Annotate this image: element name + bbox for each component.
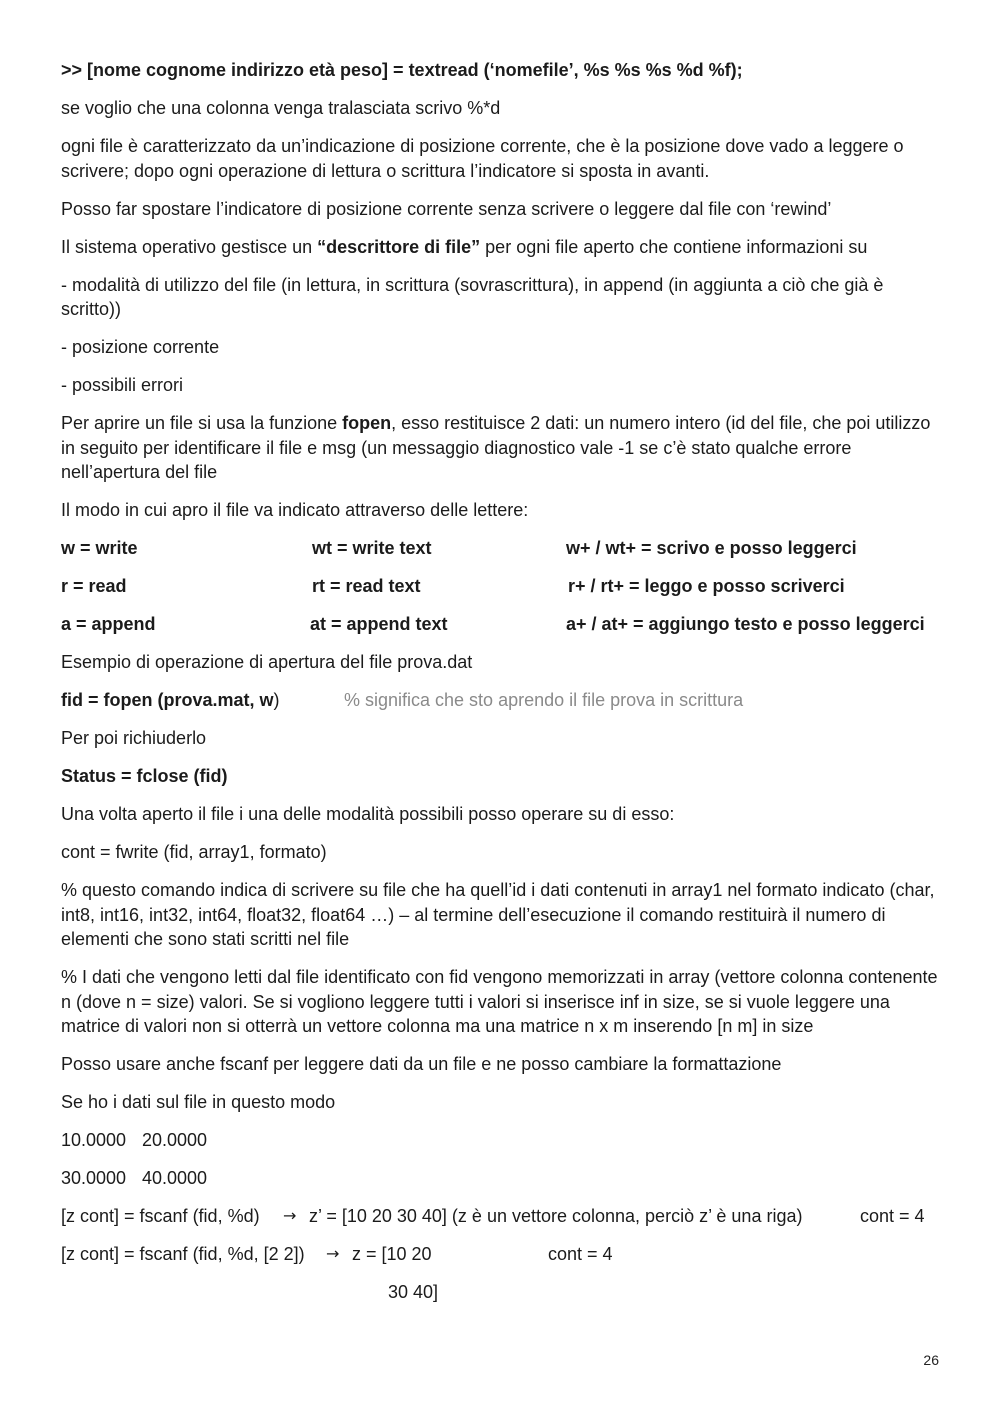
mode-cell: w+ / wt+ = scrivo e posso leggerci	[566, 538, 857, 558]
mode-cell: wt = write text	[312, 538, 432, 558]
list-item: - posizione corrente	[61, 337, 220, 357]
mode-row	[61, 536, 941, 561]
code: 30 40]	[388, 1282, 439, 1302]
comment: % significa che sto aprendo il file prova in scrittura	[344, 690, 744, 710]
paragraph: % questo comando indica di scrivere su file che ha quell’id i dati contenuti in array1 nel formato indicato (char, int8, int16, int32, int64, float32, float64 …) – al termine dell’esecuzione il comando restituirà il numero di elementi che sono stati scritti nel file	[61, 880, 935, 949]
bold-term: “descrittore di file”	[317, 236, 481, 257]
data-row	[61, 1128, 941, 1153]
fscanf-example	[61, 1242, 941, 1267]
paragraph: Esempio di operazione di apertura del file prova.dat	[61, 652, 473, 672]
matrix-row	[61, 1280, 941, 1305]
code: [z cont] = fscanf (fid, %d, [2 2])	[61, 1244, 305, 1264]
paragraph: % I dati che vengono letti dal file identificato con fid vengono memorizzati in array (vettore colonna contenente n (dove n = size) valori. Se si vogliono leggere tutti i valori si inserisce inf in size, se si vuole leggere una matrice di valori non si otterrà un vettore colonna ma una matrice n x m inserendo [n m] in size	[61, 967, 938, 1036]
bold-term: fopen	[342, 413, 392, 433]
paragraph: Una volta aperto il file i una delle modalità possibili posso operare su di esso:	[61, 804, 675, 824]
text: Il sistema operativo gestisce un	[61, 236, 318, 257]
arrow-right-icon: →	[283, 1206, 297, 1225]
code: [z cont] = fscanf (fid, %d)	[61, 1206, 260, 1226]
code: z’ = [10 20 30 40] (z è un vettore colonna, perciò z’ è una riga)	[309, 1206, 803, 1226]
mode-cell: a = append	[61, 614, 156, 634]
mode-cell: r+ / rt+ = leggo e posso scriverci	[568, 576, 845, 596]
paragraph: Posso usare anche fscanf per leggere dati da un file e ne posso cambiare la formattazione	[61, 1054, 782, 1074]
paragraph: Per poi richiuderlo	[61, 728, 207, 748]
text: Per aprire un file si usa la funzione	[61, 413, 343, 433]
fscanf-example	[61, 1204, 941, 1229]
code: cont = 4	[548, 1244, 613, 1264]
mode-cell: at = append text	[310, 614, 448, 634]
textread-line: >> [nome cognome indirizzo età peso] = textread (‘nomefile’, %s %s %s %d %f);	[61, 60, 743, 80]
code: fid = fopen (prova.mat, w	[61, 690, 274, 710]
value: 30.0000	[61, 1168, 127, 1188]
code: z = [10 20	[352, 1244, 432, 1264]
value: 40.0000	[142, 1168, 208, 1188]
list-item: - possibili errori	[61, 375, 184, 395]
code-line: cont = fwrite (fid, array1, formato)	[61, 842, 327, 862]
paragraph: ogni file è caratterizzato da un’indicazione di posizione corrente, che è la posizione dove vado a leggere o scrivere; dopo ogni operazione di lettura o scrittura l’indicatore si sposta in avanti.	[61, 136, 904, 181]
mode-cell: a+ / at+ = aggiungo testo e posso leggerci	[566, 614, 925, 634]
list-item: - modalità di utilizzo del file (in lettura, in scrittura (sovrascrittura), in append (in aggiunta a ciò che già è scritto))	[61, 274, 884, 319]
arrow-right-icon: →	[326, 1244, 340, 1263]
paragraph	[61, 235, 941, 260]
mode-row	[61, 612, 941, 637]
mode-cell: w = write	[61, 538, 138, 558]
code-line: Status = fclose (fid)	[61, 766, 228, 786]
mode-cell: r = read	[61, 576, 127, 596]
paragraph	[61, 411, 941, 485]
text: , esso restituisce 2 dati: un numero intero (id del file, che poi utilizzo in seguito per identificare il file e msg (un messaggio diagnostico vale -1 se c’è stato qualche errore nell’apertura del file	[61, 413, 931, 482]
code: )	[273, 690, 280, 710]
paragraph: Il modo in cui apro il file va indicato attraverso delle lettere:	[61, 500, 529, 520]
code-line	[61, 688, 280, 713]
mode-row	[61, 574, 941, 599]
paragraph: Posso far spostare l’indicatore di posizione corrente senza scrivere o leggere dal file con ‘rewind’	[61, 198, 832, 219]
data-row	[61, 1166, 941, 1191]
fopen-example	[61, 688, 941, 713]
paragraph: Se ho i dati sul file in questo modo	[61, 1092, 336, 1112]
value: 10.0000	[61, 1130, 127, 1150]
text: per ogni file aperto che contiene informazioni su	[480, 236, 868, 257]
mode-cell: rt = read text	[312, 576, 421, 596]
document-page	[61, 58, 941, 1318]
paragraph: se voglio che una colonna venga tralasciata scrivo %*d	[61, 98, 501, 118]
code: cont = 4	[860, 1206, 925, 1226]
page-number: 26	[923, 1352, 939, 1368]
value: 20.0000	[142, 1130, 208, 1150]
